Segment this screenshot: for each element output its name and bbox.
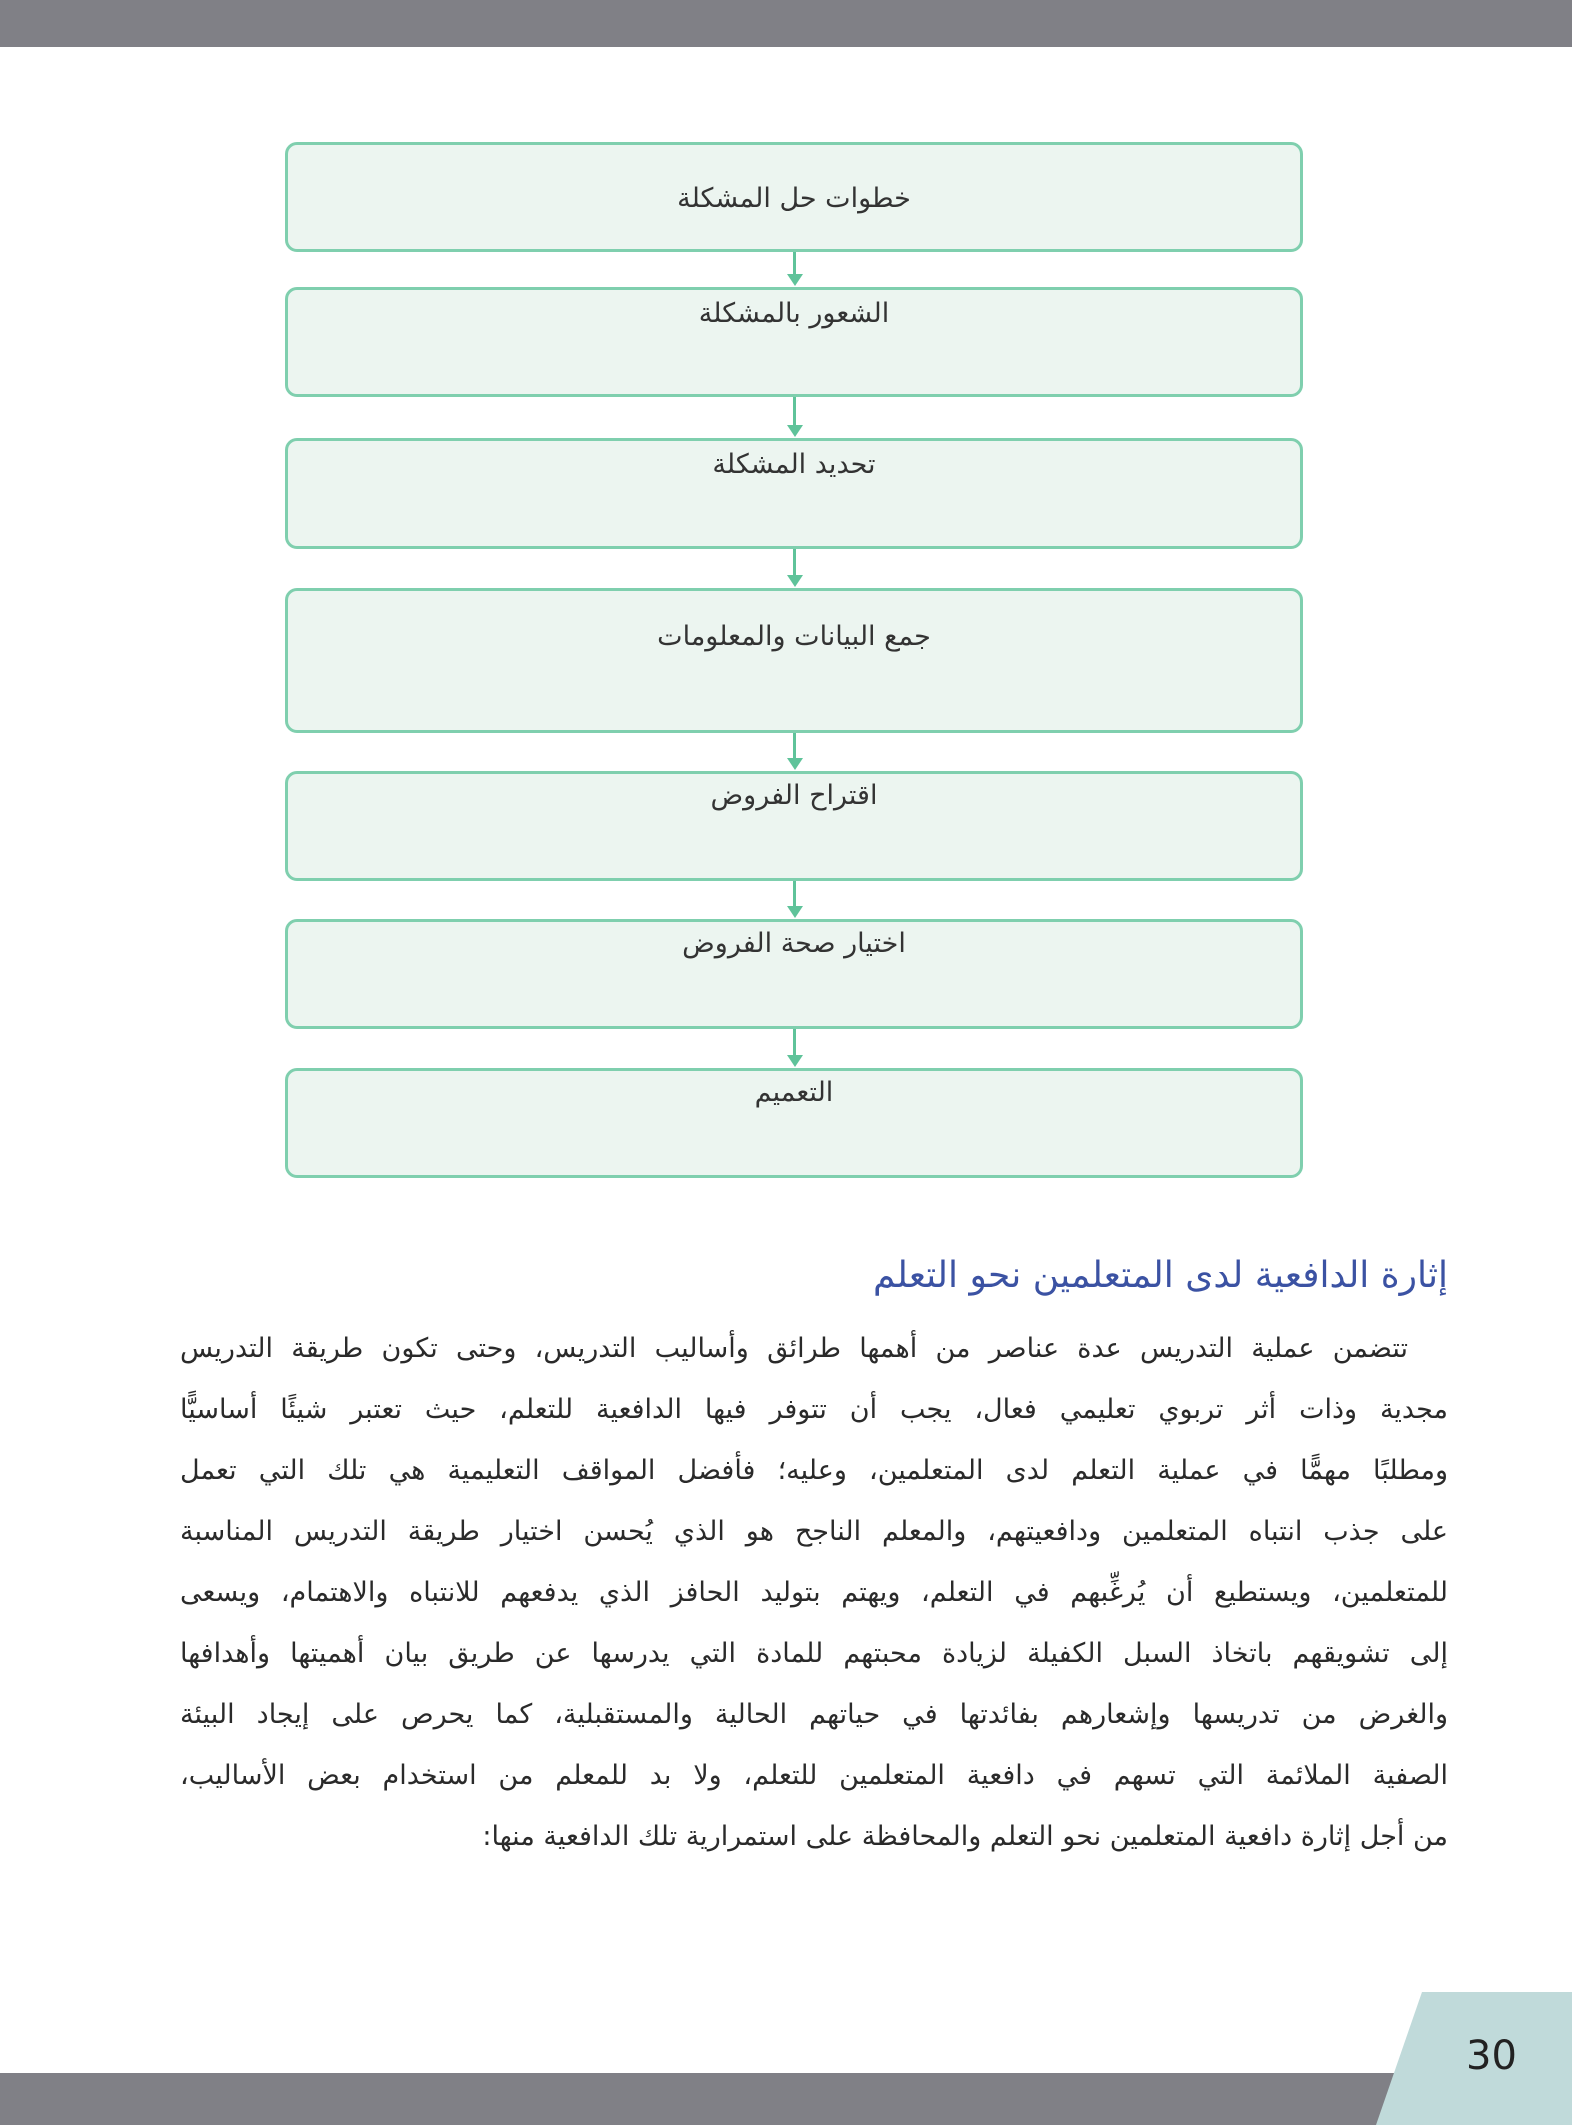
paragraph-line: على جذب انتباه المتعلمين ودافعيتهم، والمعلم الناجح هو الذي يُحسن اختيار طريقة التدريس المناسبة bbox=[180, 1516, 1448, 1547]
arrow-down-icon bbox=[787, 549, 801, 588]
flow-step-title bbox=[285, 142, 1303, 252]
arrow-down-icon bbox=[787, 733, 801, 771]
flow-step-label: تحديد المشكلة bbox=[712, 449, 876, 480]
flow-step bbox=[285, 771, 1303, 881]
arrow-down-icon bbox=[787, 397, 801, 438]
flow-step-label: جمع البيانات والمعلومات bbox=[657, 621, 931, 652]
flow-step-label: خطوات حل المشكلة bbox=[677, 183, 911, 214]
flow-step-label: الشعور بالمشكلة bbox=[698, 298, 890, 329]
section-heading: إثارة الدافعية لدى المتعلمين نحو التعلم bbox=[872, 1255, 1448, 1296]
flow-step bbox=[285, 1068, 1303, 1178]
arrow-down-icon bbox=[787, 252, 801, 287]
flow-step-label: اقتراح الفروض bbox=[710, 780, 878, 811]
arrow-down-icon bbox=[787, 1029, 801, 1068]
top-bar bbox=[0, 0, 1572, 47]
body-paragraph bbox=[180, 1318, 1448, 1867]
paragraph-line: تتضمن عملية التدريس عدة عناصر من أهمها طرائق وأساليب التدريس، وحتى تكون طريقة التدريس bbox=[180, 1333, 1408, 1364]
page-number: 30 bbox=[1466, 2033, 1517, 2079]
arrow-down-icon bbox=[787, 881, 801, 919]
flow-step bbox=[285, 919, 1303, 1029]
bottom-bar bbox=[0, 2073, 1420, 2125]
flow-step bbox=[285, 287, 1303, 397]
paragraph-line: من أجل إثارة دافعية المتعلمين نحو التعلم والمحافظة على استمرارية تلك الدافعية منها: bbox=[482, 1821, 1448, 1852]
paragraph-line: مجدية وذات أثر تربوي تعليمي فعال، يجب أن تتوفر فيها الدافعية للتعلم، حيث تعتبر شيئًا أساسيًّا bbox=[180, 1394, 1448, 1425]
paragraph-line: والغرض من تدريسها وإشعارهم بفائدتها في حياتهم الحالية والمستقبلية، كما يحرص على إيجاد البيئة bbox=[180, 1699, 1448, 1730]
flow-step-label: اختيار صحة الفروض bbox=[682, 928, 906, 959]
flow-step-label: التعميم bbox=[754, 1077, 834, 1108]
paragraph-line: إلى تشويقهم باتخاذ السبل الكفيلة لزيادة محبتهم للمادة التي يدرسها عن طريق بيان أهميتها وأهدافها bbox=[180, 1638, 1448, 1669]
paragraph-line: للمتعلمين، ويستطيع أن يُرغِّبهم في التعلم، ويهتم بتوليد الحافز الذي يدفعهم للانتباه والاهتمام، ويسعى bbox=[180, 1577, 1448, 1608]
flow-step bbox=[285, 438, 1303, 549]
paragraph-line: ومطلبًا مهمًّا في عملية التعلم لدى المتعلمين، وعليه؛ فأفضل المواقف التعليمية هي تلك التي تعمل bbox=[180, 1455, 1448, 1486]
paragraph-line: الصفية الملائمة التي تسهم في دافعية المتعلمين للتعلم، ولا بد للمعلم من استخدام بعض الأساليب، bbox=[180, 1760, 1448, 1791]
flow-step bbox=[285, 588, 1303, 733]
